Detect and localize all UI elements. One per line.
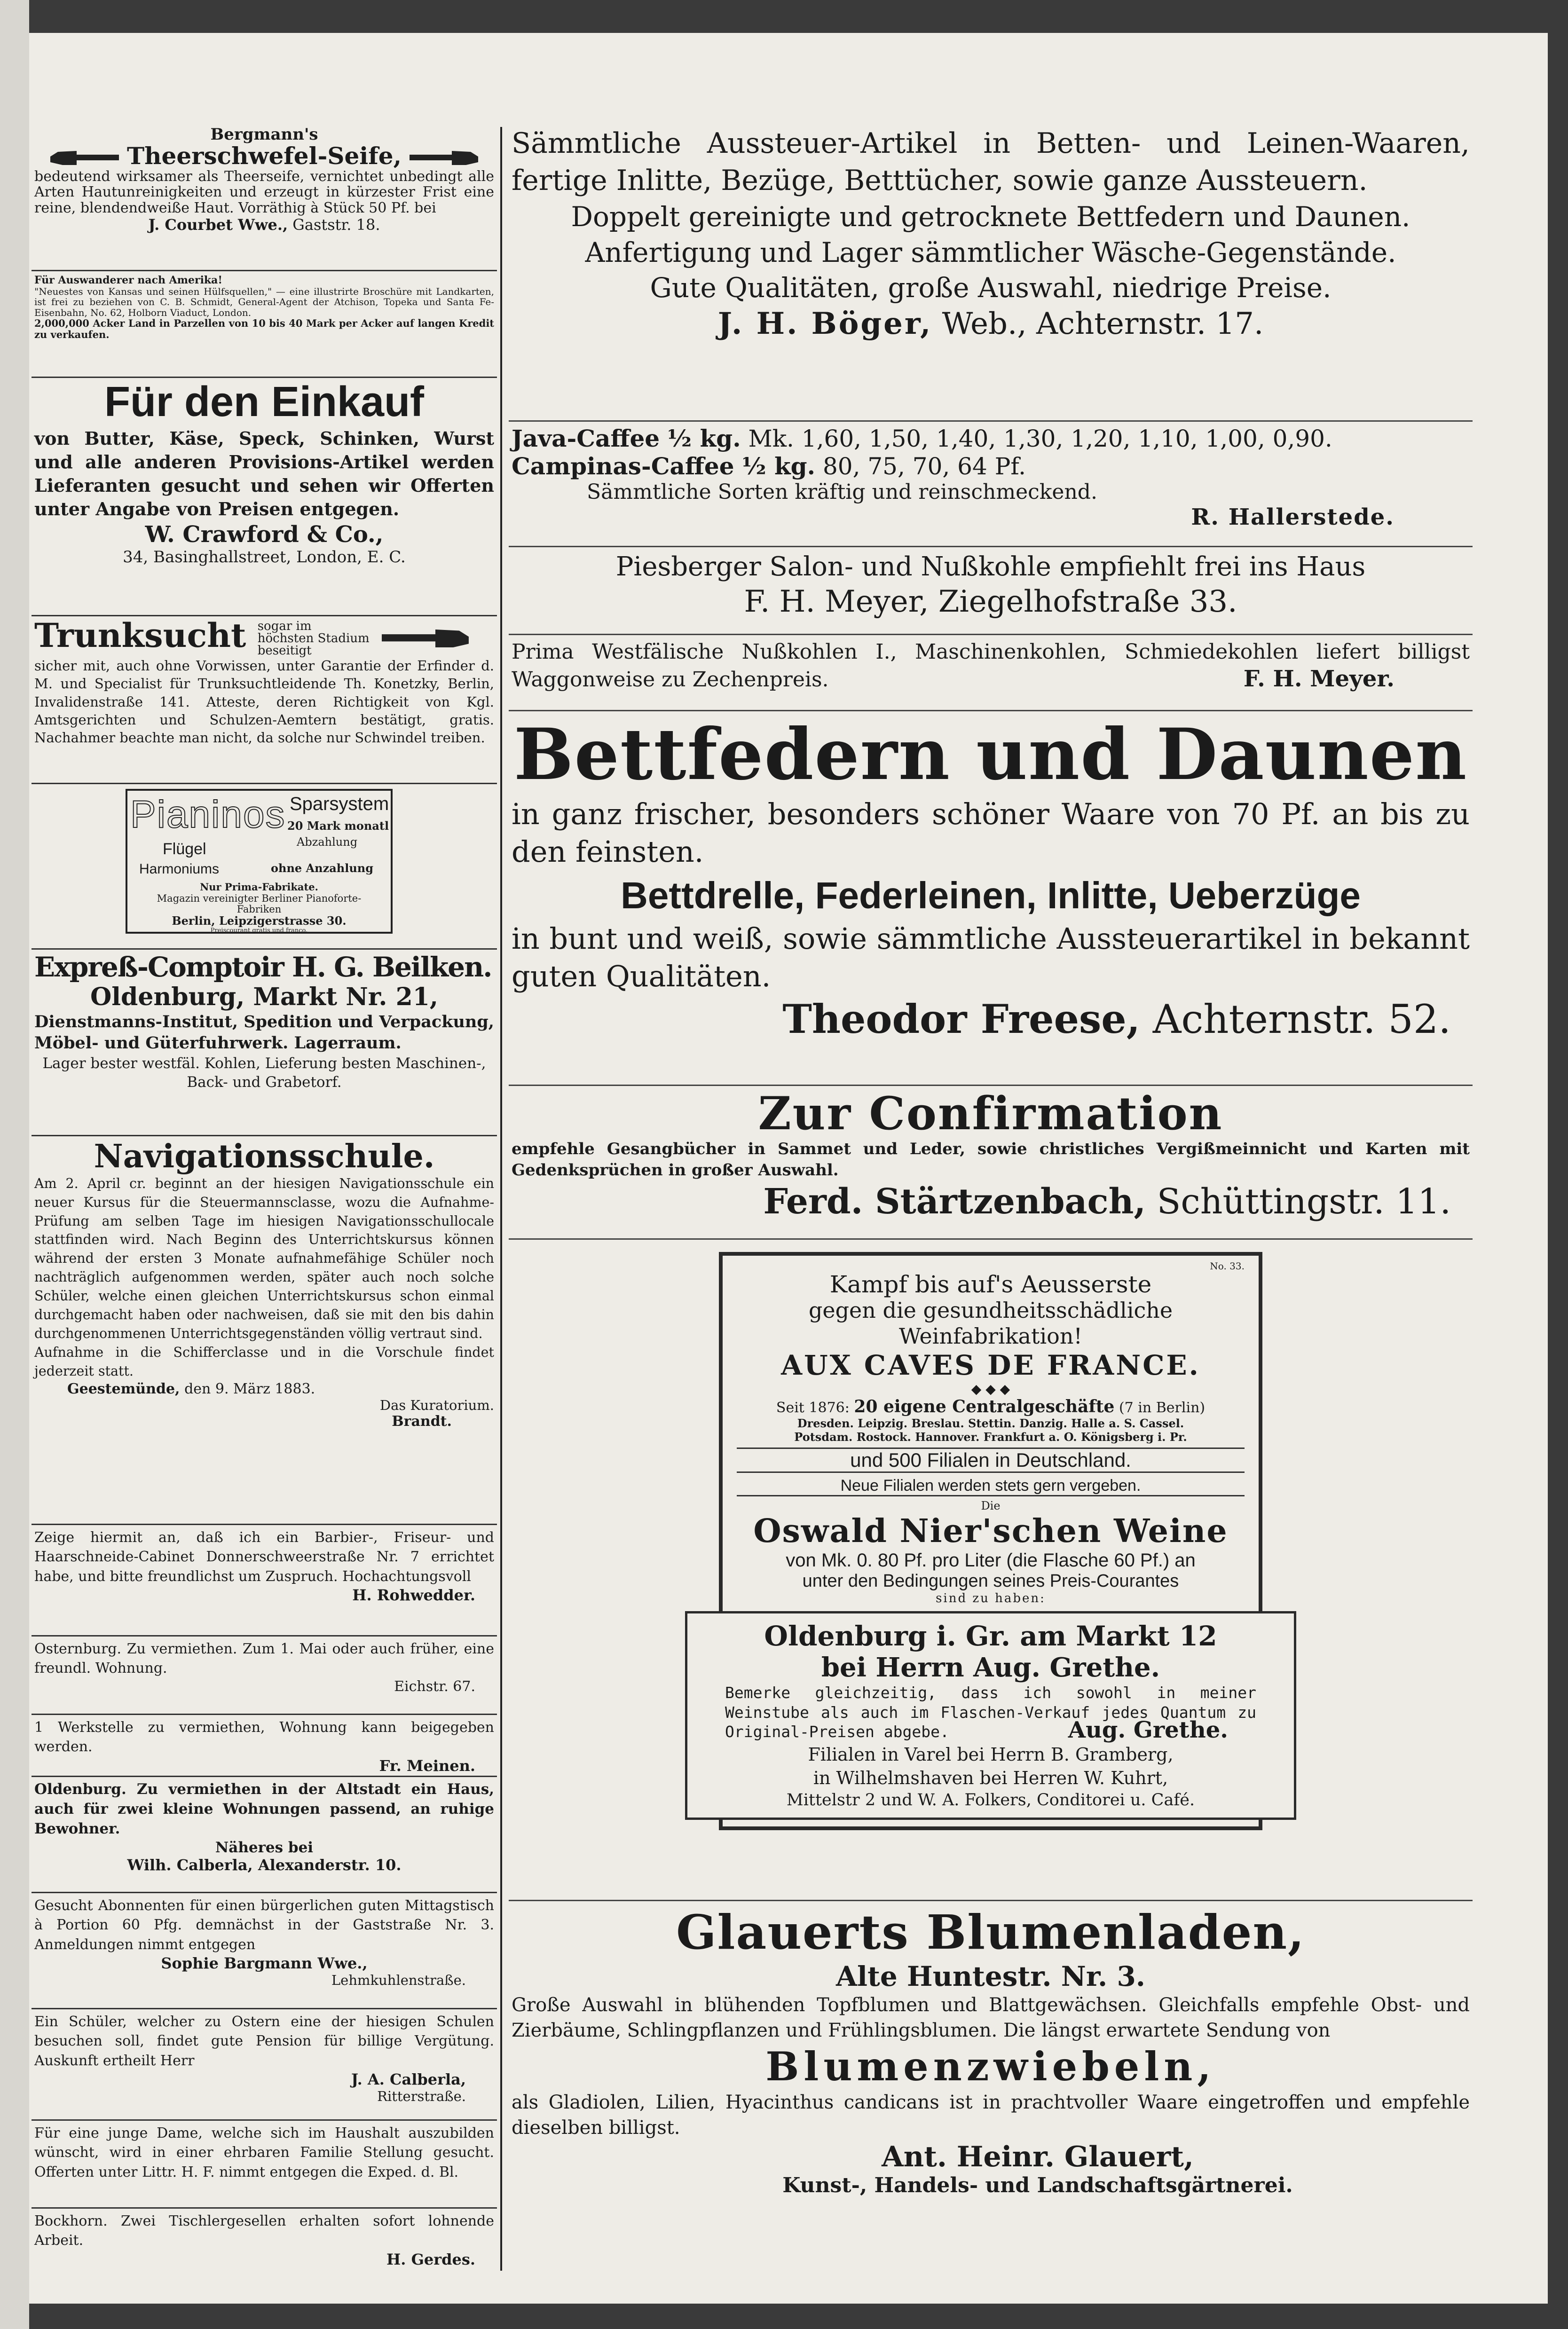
ad-heading: Für Auswanderer nach Amerika!	[34, 274, 223, 286]
ad-body: "Neuestes von Kansas und seinen Hülfsquellen," — eine illustrirte Broschüre mit Landkarten, ist frei zu beziehen von C. B. Schmidt, General-Agent der Atchison, Topeka und Santa Fe-Eisenbahn, No. 62, Holborn Viaduct, London.	[34, 286, 494, 318]
no-deposit: ohne Anzahlung	[271, 861, 374, 875]
ad-body: Prima Westfälische Nußkohlen I., Maschinenkohlen, Schmiedekohlen liefert billigst Waggonweise zu Zechenpreis.	[512, 640, 1470, 692]
available-label: sind zu haben:	[936, 1591, 1046, 1606]
the-label: Die	[981, 1499, 1001, 1513]
branch-varel: Filialen in Varel bei Herrn B. Gramberg,	[808, 1744, 1174, 1765]
ad-line-2: Doppelt gereinigte und getrocknete Bettfedern und Daunen.	[571, 201, 1410, 233]
ad-pianinos	[32, 784, 497, 950]
ad-piesberger	[509, 547, 1473, 635]
firm-name: Ferd. Stärtzenbach,	[763, 1181, 1146, 1222]
newspaper-page	[29, 33, 1548, 2304]
ad-number: No. 33.	[1210, 1260, 1245, 1272]
ad-title: Zur Confirmation	[758, 1087, 1223, 1140]
branch-mittelstr: Mittelstr 2 und W. A. Folkers, Conditorei u. Café.	[786, 1790, 1195, 1810]
java-label: Java-Caffee	[512, 425, 660, 452]
ad-location: Oldenburg, Markt Nr. 21,	[90, 982, 439, 1011]
ad-body: sicher mit, auch ohne Vorwissen, unter Garantie der Erfinder d. M. und Specialist für Trunksuchtleidende Th. Konetzky, Berlin, Invalidenstraße 141. Atteste, deren Richtigkeit von Kgl. Amtsgerichten und Schulzen-Aemtern bestätigt, gratis. Nachahmer beachte man nicht, da solche nur Schwindel treiben.	[34, 658, 494, 746]
wine-name: Oswald Nier'schen Weine	[753, 1512, 1228, 1550]
ad-body-2: Aufnahme in die Schifferclasse und in die Vorschule findet jederzeit statt.	[34, 1344, 494, 1379]
ad-note: Sämmtliche Sorten kräftig und reinschmeckend.	[587, 480, 1097, 504]
ad-body-2: als Gladiolen, Lilien, Hyacinthus candicans ist in prachtvoller Waare eingetroffen und empfehle dieselben billigst.	[512, 2092, 1470, 2139]
ad-trunksucht	[32, 616, 497, 784]
ad-body: Osternburg. Zu vermiethen. Zum 1. Mai oder auch früher, eine freundl. Wohnung.	[34, 1641, 494, 1677]
ad-oswald-nier	[509, 1240, 1473, 1901]
ad-body: Für eine junge Dame, welche sich im Haushalt auszubilden wünscht, wird in einer ehrbaren Familie Stellung gesucht. Offerten unter Littr. H. F. nimmt entgegen die Exped. d. Bl.	[34, 2125, 494, 2180]
ad-title: Navigationsschule.	[94, 1138, 435, 1175]
ad-coal-note: Lager bester westfäl. Kohlen, Lieferung besten Maschinen-, Back- und Grabetorf.	[42, 1054, 486, 1091]
firm-name: Theodor Freese,	[782, 995, 1140, 1042]
ad-bockhorn	[32, 2209, 497, 2272]
berlin-count: (7 in Berlin)	[1119, 1400, 1206, 1416]
magazin-name: Magazin vereinigter Berliner Pianoforte-Fabriken	[157, 893, 362, 915]
ad-mittagstisch	[32, 1893, 497, 2009]
ad-line-4: Gute Qualitäten, große Auswahl, niedrige Preise.	[650, 272, 1332, 304]
wine-ad-local-box	[685, 1611, 1296, 1820]
firm-address: Achternstr. 52.	[1152, 996, 1451, 1042]
seller-address: Gaststr. 18.	[292, 216, 380, 234]
ad-land-offer: 2,000,000 Acker Land in Parzellen von 10 bis 40 Mark per Acker auf langen Kredit zu verkaufen.	[34, 317, 494, 340]
ad-address: Lehmkuhlenstraße.	[331, 1972, 466, 1989]
ad-auswanderer	[32, 271, 497, 378]
local-address: Oldenburg i. Gr. am Markt 12	[764, 1620, 1217, 1652]
ad-body: Am 2. April cr. beginnt an der hiesigen Navigationsschule ein neuer Kursus für die Steuermannsclasse, wozu die Aufnahme-Prüfung am selben Tage im hiesigen Navigationsschullocale stattfinden wird. Nach Beginn des Unterrichtskursus können während der ersten 3 Monate aufnahmefähige Schüler noch nachträglich aufgenommen werden, später auch noch solche Schüler, welche einen gleichen Unterrichtskursus schon einmal durchgemacht haben oder nachweisen, daß sie mit den bis dahin durchgenommenen Unterrichtsgegenständen völlig vertraut sind.	[34, 1175, 494, 1341]
ad-body: Oldenburg. Zu vermiethen in der Altstadt ein Haus, auch für zwei kleine Wohnungen passend, an ruhige Bewohner.	[34, 1781, 494, 1837]
signature: F. H. Meyer, Ziegelhofstraße 33.	[744, 584, 1237, 619]
magazin-address: Berlin, Leipzigerstrasse 30.	[172, 914, 347, 928]
ad-glauert	[509, 1901, 1473, 2237]
ad-title: Pianinos	[130, 793, 286, 836]
ad-body: empfehle Gesangbücher in Sammet und Leder, sowie christliches Vergißmeinnicht und Karten mit Gedenksprüchen in großer Auswahl.	[512, 1139, 1470, 1180]
seller: J. Courbet Wwe.,	[148, 216, 288, 234]
column-divider	[500, 127, 502, 2271]
ad-boeger	[509, 122, 1473, 422]
new-branches: Neue Filialen werden stets gern vergeben.	[737, 1477, 1245, 1496]
installment-label: Abzahlung	[297, 835, 358, 849]
signature: Brandt.	[392, 1413, 452, 1430]
signature: H. Rohwedder.	[352, 1586, 475, 1605]
ad-westf-kohlen	[509, 635, 1473, 711]
ad-body: Gesucht Abonnenten für einen bürgerlichen guten Mittagstisch à Portion 60 Pfg. demnächst in der Gaststraße Nr. 3. Anmeldungen nimmt entgegen	[34, 1897, 494, 1953]
ad-osternburg	[32, 1637, 497, 1715]
local-seller: bei Herrn Aug. Grethe.	[821, 1652, 1160, 1684]
place: Geestemünde,	[67, 1380, 180, 1397]
ad-confirmation	[509, 1086, 1473, 1240]
ad-line-3: in bunt und weiß, sowie sämmtliche Aussteuerartikel in bekannt guten Qualitäten.	[512, 921, 1470, 994]
firm-address: Schüttingstr. 11.	[1157, 1181, 1451, 1222]
left-column	[32, 122, 497, 2280]
campinas-prices: 80, 75, 70, 64 Pf.	[822, 453, 1026, 480]
signature: Aug. Grethe.	[1068, 1717, 1228, 1744]
campinas-label: Campinas-Caffee	[512, 452, 734, 480]
signature: H. Gerdes.	[386, 2250, 475, 2268]
cities-row-1: Dresden. Leipzig. Breslau. Stettin. Danzig. Halle a. S. Cassel.	[797, 1416, 1184, 1431]
firm-address: Web., Achternstr. 17.	[942, 306, 1264, 341]
ad-junge-dame	[32, 2121, 497, 2209]
ad-einkauf	[32, 378, 497, 616]
ad-title: Glauerts Blumenladen,	[676, 1904, 1305, 1960]
right-column	[509, 122, 1473, 2280]
signature: Wilh. Calberla, Alexanderstr. 10.	[127, 1856, 402, 1874]
ad-barbier	[32, 1525, 497, 1637]
ad-address: Eichstr. 67.	[394, 1678, 475, 1695]
signature: Sophie Bargmann Wwe.,	[161, 1954, 368, 1973]
pointing-hand-icon	[410, 150, 480, 166]
ad-body: 1 Werkstelle zu vermiethen, Wohnung kann beigegeben werden.	[34, 1719, 494, 1755]
java-prices: Mk. 1,60, 1,50, 1,40, 1,30, 1,20, 1,10, 1,00, 0,90.	[748, 425, 1332, 452]
ad-body: Große Auswahl in blühenden Topfblumen und Blattgewächsen. Gleichfalls empfehle Obst- und Zierbäume, Schlingpflanzen und Frühlingsblumen. Die längst erwartete Sendung von	[512, 1994, 1470, 2041]
ad-navigationsschule	[32, 1136, 497, 1525]
ad-line-2: Bettdrelle, Federleinen, Inlitte, Ueberzüge	[621, 874, 1361, 916]
branch-wilhelmshaven: in Wilhelmshaven bei Herren W. Kuhrt,	[813, 1767, 1168, 1788]
ad-body: Dienstmanns-Institut, Spedition und Verpackung, Möbel- und Güterfuhrwerk. Lagerraum.	[34, 1012, 494, 1053]
ad-slogan-2: gegen die gesundheitsschädliche Weinfabrikation!	[808, 1298, 1173, 1349]
ad-body: Bockhorn. Zwei Tischlergesellen erhalten sofort lohnende Arbeit.	[34, 2213, 494, 2249]
ad-caffee	[509, 422, 1473, 547]
ad-title: Bergmann's	[210, 125, 318, 144]
ad-line-1: in ganz frischer, besonders schöner Waare von 70 Pf. an bis zu den feinsten.	[512, 796, 1470, 869]
ad-werkstelle	[32, 1715, 497, 1777]
item-harmoniums: Harmoniums	[139, 861, 220, 877]
cities-row-2: Potsdam. Rostock. Hannover. Frankfurt a. O. Königsberg i. Pr.	[794, 1430, 1187, 1444]
signature: F. H. Meyer.	[1243, 665, 1395, 692]
ad-line-3: Anfertigung und Lager sämmtlicher Wäsche-Gegenstände.	[585, 236, 1396, 268]
shop-address: Alte Huntestr. Nr. 3.	[836, 1960, 1145, 1992]
ad-freese	[509, 711, 1473, 1086]
signature: R. Hallerstede.	[1191, 504, 1395, 530]
left-page-bleed	[0, 0, 29, 2329]
java-unit: ½ kg.	[667, 425, 741, 452]
info-label: Näheres bei	[215, 1839, 314, 1856]
product-name: Theerschwefel-Seife,	[126, 142, 402, 170]
signature: J. A. Calberla,	[351, 2070, 466, 2089]
ad-body: Ein Schüler, welcher zu Ostern eine der hiesigen Schulen besuchen soll, findet gute Pension für billige Vergütung. Auskunft ertheilt Herr	[34, 2014, 494, 2069]
date: den 9. März 1883.	[184, 1380, 315, 1397]
ad-bergmann	[32, 122, 497, 271]
item-flugel: Flügel	[163, 840, 206, 858]
board-name: Das Kuratorium.	[379, 1397, 494, 1413]
ad-schueler	[32, 2009, 497, 2121]
ad-body: Bemerke gleichzeitig, dass ich sowohl in meiner Weinstube als auch im Flaschen-Verkauf jedes Quantum zu Original-Preisen abgebe.	[725, 1684, 1256, 1741]
ad-oldenburg-haus	[32, 1777, 497, 1893]
signature: Ant. Heinr. Glauert,	[882, 2140, 1194, 2173]
wine-ad-frame: No. 33. Kampf bis auf's Aeusserste gegen die gesundheitsschädliche Weinfabrikation! AUX CAVES DE FRANCE. ◆ ◆ ◆ Seit 1876: 20 eigene Centralgeschäfte (7 in Berlin) Dresden. Leipzig. Breslau. Stettin. Danzig. Halle a. S. Cassel. Potsdam. Rostock. Hannover. Frankfurt a. O. Königsberg i. Pr. und 500 Filialen in Deutschland. Neue Filialen werden stets gern vergeben. Die Oswald Nier'schen Weine von Mk. 0. 80 Pf. pro Liter (die Flasche 60 Pf.) an unter den Bedingungen seines Preis-Courantes sind zu haben: Oldenburg i. Gr. am Markt 12 bei Herrn Aug. Grethe. Bemerke gleichzeitig, dass ich sowohl in meiner Weinstube als auch im Flaschen-Verkauf jedes Quantum zu Original-Preisen abgebe. Aug. Grethe. Filialen in Varel bei Herrn B. Gramberg, in Wilhelmshaven bei Herren W. Kuhrt, Mittelstr 2 und W. A. Folkers, Conditorei u. Café.	[719, 1252, 1262, 1830]
ad-title: Bettfedern und Daunen	[513, 713, 1468, 796]
firm-name: W. Crawford & Co.,	[145, 521, 384, 548]
ad-express-comptoir	[32, 950, 497, 1136]
ad-title: Expreß-Comptoir H. G. Beilken.	[34, 951, 492, 983]
pointing-hand-icon	[382, 624, 471, 653]
bulbs-heading: Blumenzwiebeln,	[765, 2043, 1216, 2090]
price-line: von Mk. 0. 80 Pf. pro Liter (die Flasche 60 Pf.) an	[786, 1550, 1196, 1571]
ad-slogan: Kampf bis auf's Aeusserste	[829, 1271, 1152, 1298]
ad-system: Sparsystem	[290, 794, 389, 814]
ad-subtitle: sogar im höchsten Stadium beseitigt	[257, 619, 370, 658]
ad-title: Trunksucht	[34, 616, 246, 655]
ad-line-1: Sämmtliche Aussteuer-Artikel in Betten- und Leinen-Waaren, fertige Inlitte, Bezüge, Betttücher, sowie ganze Aussteuern.	[512, 127, 1470, 197]
branches-count: und 500 Filialen in Deutschland.	[737, 1448, 1245, 1473]
prima-note: Nur Prima-Fabrikate.	[200, 881, 318, 893]
campinas-unit: ½ kg.	[741, 452, 816, 480]
ad-body: Zeige hiermit an, daß ich ein Barbier-, Friseur- und Haarschneide-Cabinet Donnerschweerstraße Nr. 7 errichtet habe, und bitte freundlichst um Zuspruch. Hochachtungsvoll	[34, 1529, 494, 1585]
ad-line-1: Piesberger Salon- und Nußkohle empfiehlt frei ins Haus	[615, 551, 1366, 582]
ad-body: bedeutend wirksamer als Theerseife, vernichtet unbedingt alle Arten Hautunreinigkeiten und erzeugt in kürzester Frist eine reine, blendendweiße Haut. Vorräthig à Stück 50 Pf. bei	[34, 168, 494, 216]
conditions: unter den Bedingungen seines Preis-Courantes	[802, 1571, 1179, 1591]
monthly-rate: 20 Mark monatl	[287, 819, 389, 833]
firm-address: 34, Basinghallstreet, London, E. C.	[123, 547, 406, 567]
price-list-note: Preiscourant gratis und franco.	[210, 927, 308, 934]
company-name: AUX CAVES DE FRANCE.	[781, 1349, 1200, 1382]
signature: Fr. Meinen.	[379, 1756, 475, 1775]
ad-address: Ritterstraße.	[377, 2088, 466, 2105]
since: Seit 1876:	[776, 1400, 850, 1416]
ad-body: von Butter, Käse, Speck, Schinken, Wurst und alle anderen Provisions-Artikel werden Lieferanten gesucht und sehen wir Offerten unter Angabe von Preisen entgegen.	[34, 428, 494, 520]
pointing-hand-icon	[48, 150, 119, 166]
firm-name: J. H. Böger,	[717, 306, 933, 341]
trade-description: Kunst-, Handels- und Landschaftsgärtnerei.	[782, 2173, 1293, 2197]
central-shops: 20 eigene Centralgeschäfte	[854, 1397, 1115, 1417]
ad-title: Für den Einkauf	[104, 378, 425, 425]
